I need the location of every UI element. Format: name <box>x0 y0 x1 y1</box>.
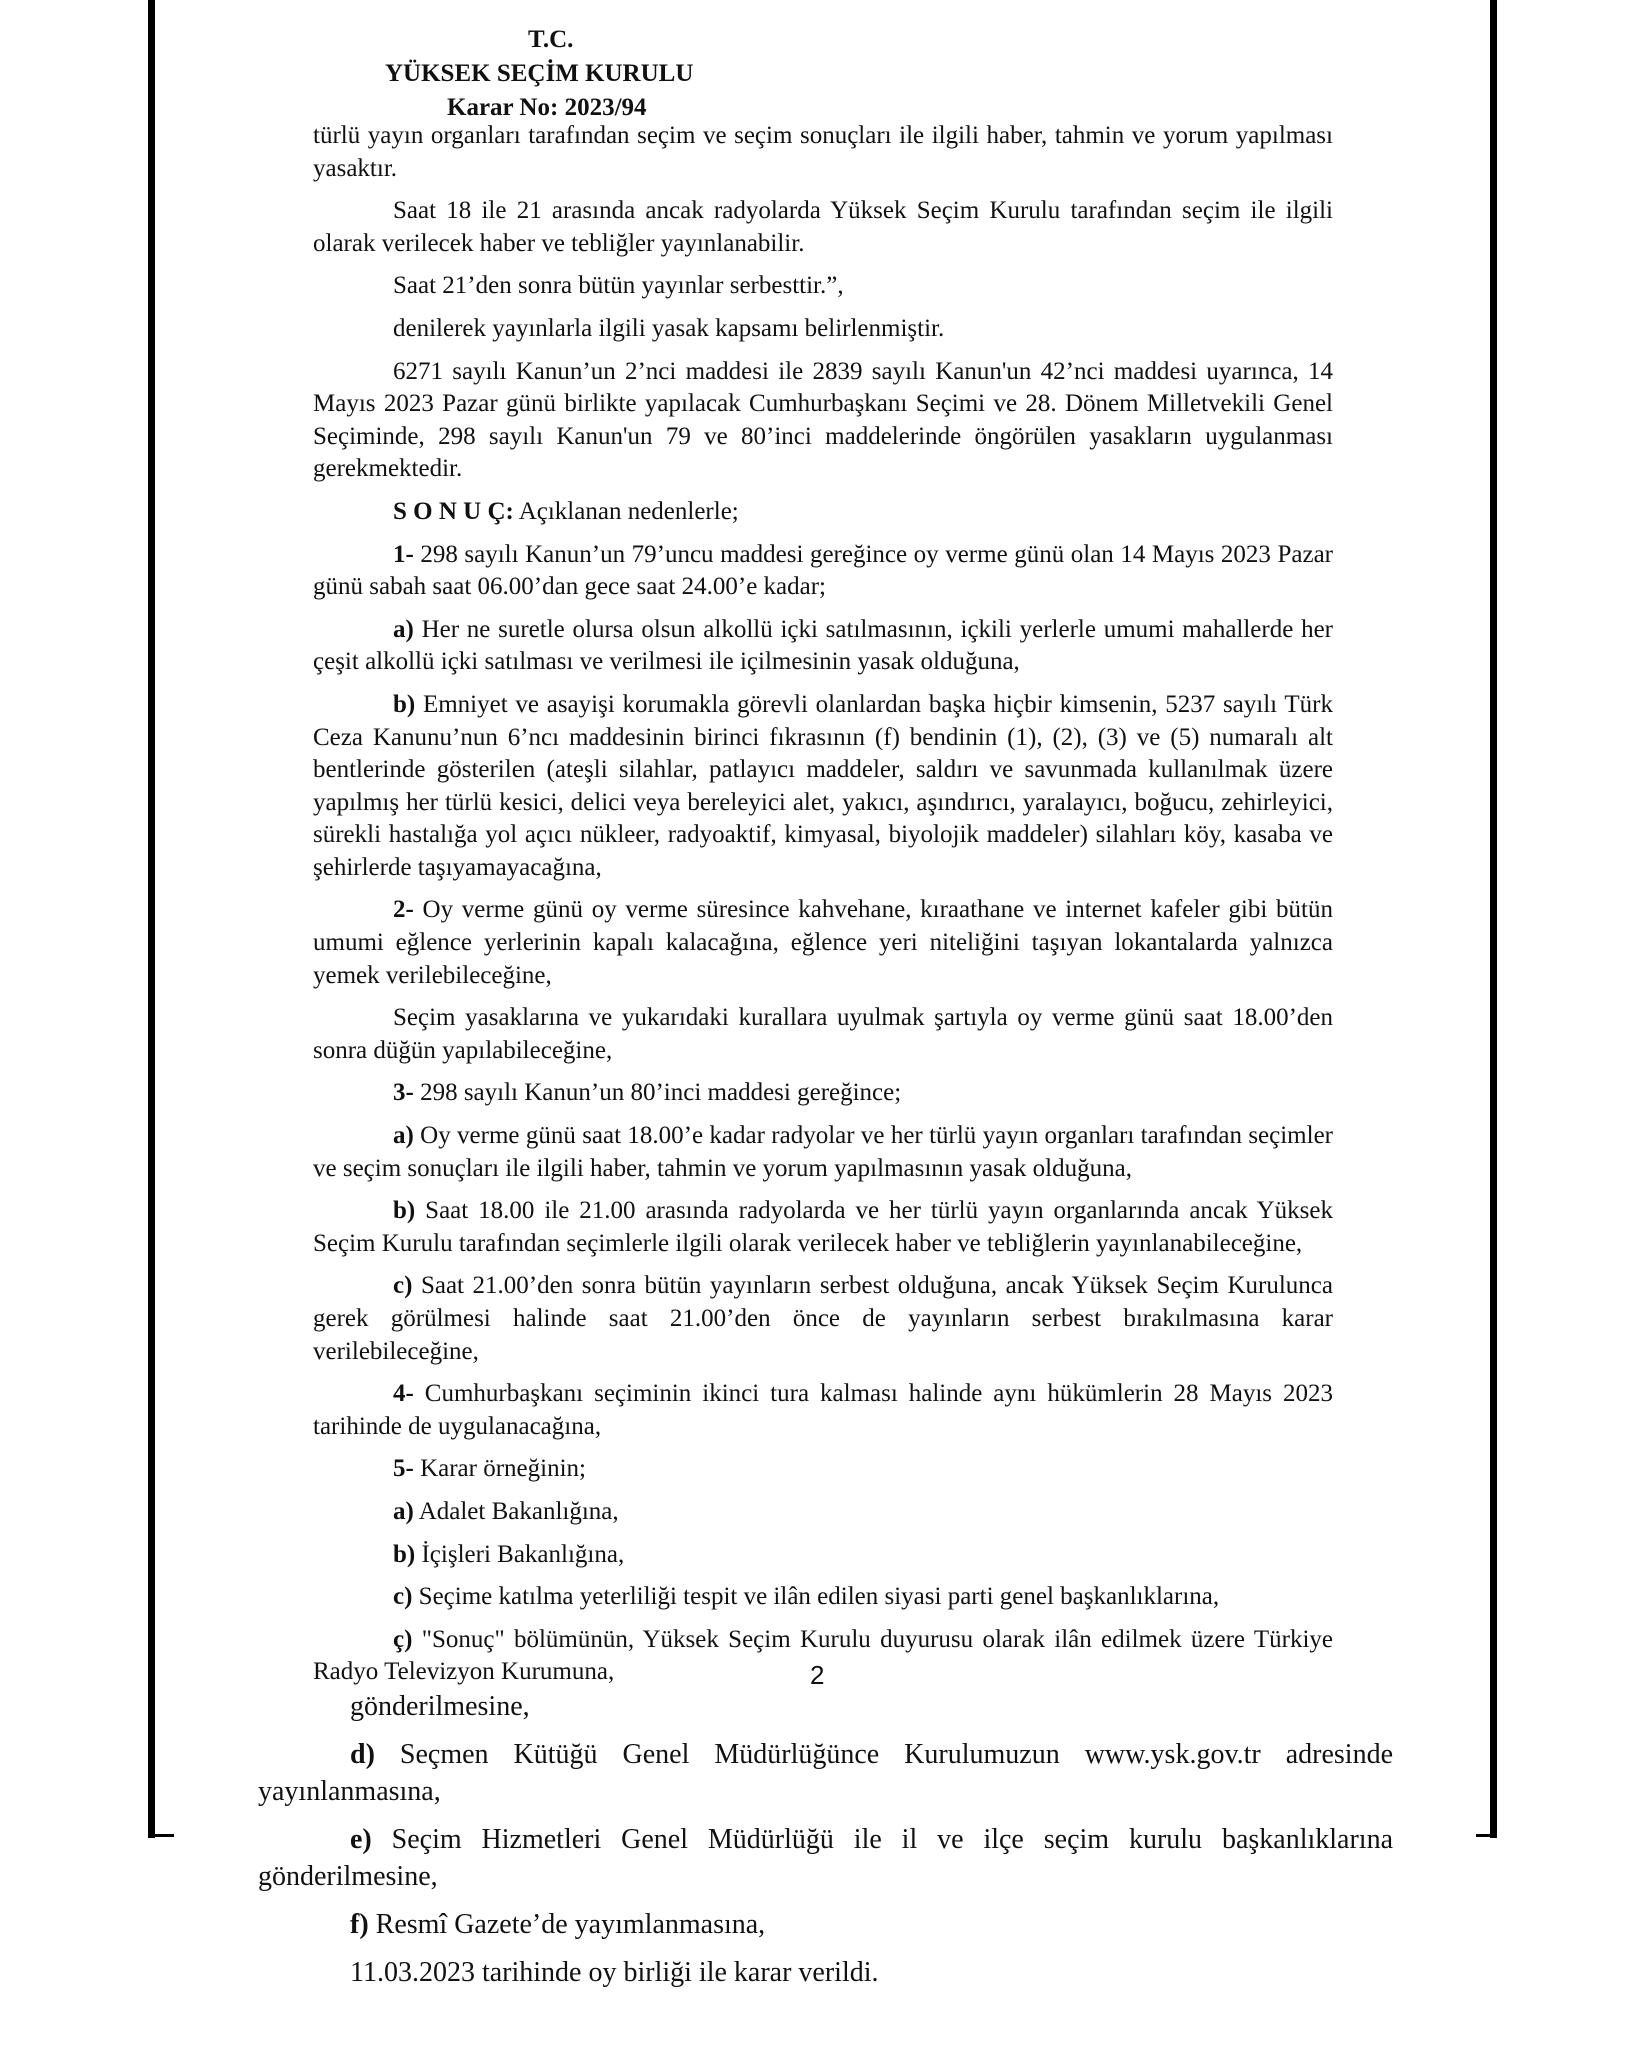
item-3: 3- 298 sayılı Kanun’un 80’inci maddesi gereğince; <box>393 1079 902 1107</box>
item-1: 1- 298 sayılı Kanun’un 79’uncu maddesi gereğince oy verme günü olan 14 Mayıs 2023 Pazar günü sabah saat 06.00’dan gece saat 24.00’e kadar; <box>313 540 1333 601</box>
paragraph: 6271 sayılı Kanun’un 2’nci maddesi ile 2839 sayılı Kanun'un 42’nci maddesi uyarınca, 14 Mayıs 2023 Pazar günü birlikte yapılacak Cumhurbaşkanı Seçimi ve 28. Dönem Milletvekili Genel Seçiminde, 298 sayılı Kanun'un 79 ve 80’inci maddelerinde öngörülen yasakların uygulanması gerekmektedir. <box>313 357 1333 483</box>
item-3a: a) Oy verme günü saat 18.00’e kadar radyolar ve her türlü yayın organları tarafından seçimler ve seçim sonuçları ile ilgili haber, tahmin ve yorum yapılmasının yasak olduğuna, <box>313 1122 1333 1182</box>
paragraph: gönderilmesine, <box>350 1691 530 1722</box>
left-border-tick <box>148 1834 174 1837</box>
item-5: 5- Karar örneğinin; <box>393 1455 586 1483</box>
item-1b: b) Emniyet ve asayişi korumakla görevli olanlardan başka hiçbir kimsenin, 5237 sayılı Türk Ceza Kanunu’nun 6’ncı maddesinin birinci fıkrasının (f) bendinin (1), (2), (3) ve (5) numaralı alt bentlerinde gösterilen (ateşli silahlar, patlayıcı maddeler, saldırı ve savunmada kullanılmak üzere yapılmış her türlü kesici, delici veya bereleyici alet, yakıcı, aşındırıcı, yaralayıcı, boğucu, zehirleyici, sürekli hastalığa yol açıcı nükleer, radyoaktif, kimyasal, biyolojik maddeler) silahları köy, kasaba ve şehirlerde taşıyamayacağına, <box>313 690 1333 881</box>
item-5cc: ç) "Sonuç" bölümünün, Yüksek Seçim Kurulu duyurusu olarak ilân edilmek üzere Türkiye Radyo Televizyon Kurumuna, <box>313 1625 1333 1686</box>
page-number: 2 <box>810 1660 825 1690</box>
item-1a: a) Her ne suretle olursa olsun alkollü içki satılmasının, içkili yerlerle umumi mahallerde her çeşit alkollü içki satılması ve verilmesi ile içilmesinin yasak olduğuna, <box>313 615 1333 676</box>
item-2-continuation: Seçim yasaklarına ve yukarıdaki kurallara uyulmak şartıyla oy verme günü saat 18.00’den sonra düğün yapılabileceğine, <box>313 1004 1333 1064</box>
sonuc-paragraph: S O N U Ç: Açıklanan nedenlerle; <box>393 497 739 525</box>
left-border-line <box>148 0 155 1838</box>
right-border-line <box>1490 0 1497 1838</box>
right-border-tick <box>1476 1834 1497 1837</box>
item-5b: b) İçişleri Bakanlığına, <box>393 1540 625 1568</box>
item-5c: c) Seçime katılma yeterliliği tespit ve ilân edilen siyasi parti genel başkanlıklarına, <box>393 1583 1220 1611</box>
item-4: 4- Cumhurbaşkanı seçiminin ikinci tura kalması halinde aynı hükümlerin 28 Mayıs 2023 tarihinde de uygulanacağına, <box>313 1380 1333 1440</box>
paragraph: Saat 21’den sonra bütün yayınlar serbesttir.”, <box>393 272 844 300</box>
header-tc: T.C. <box>528 26 574 53</box>
sonuc-label: S O N U Ç: <box>393 497 514 525</box>
item-5f: f) Resmî Gazete’de yayımlanmasına, <box>350 1909 766 1940</box>
item-5a: a) Adalet Bakanlığına, <box>393 1497 619 1525</box>
item-3c: c) Saat 21.00’den sonra bütün yayınların serbest olduğuna, ancak Yüksek Seçim Kurulunca gerek görülmesi halinde saat 21.00’den önce de yayınların serbest bırakılmasına karar verilebileceğine, <box>313 1272 1333 1365</box>
closing-statement: 11.03.2023 tarihinde oy birliği ile karar verildi. <box>350 1957 879 1988</box>
item-5d: d) Seçmen Kütüğü Genel Müdürlüğünce Kurulumuzun www.ysk.gov.tr adresinde yayınlanmasına, <box>258 1739 1393 1807</box>
item-2: 2- Oy verme günü oy verme süresince kahvehane, kıraathane ve internet kafeler gibi bütün umumi eğlence yerlerinin kapalı kalacağına, eğlence yeri niteliğini taşıyan lokantalarda yalnızca yemek verilebileceğine, <box>313 896 1333 989</box>
paragraph: türlü yayın organları tarafından seçim ve seçim sonuçları ile ilgili haber, tahmin ve yorum yapılması yasaktır. <box>313 122 1333 182</box>
paragraph: Saat 18 ile 21 arasında ancak radyolarda Yüksek Seçim Kurulu tarafından seçim ile ilgili olarak verilecek haber ve tebliğler yayınlanabilir. <box>313 197 1333 257</box>
item-5e: e) Seçim Hizmetleri Genel Müdürlüğü ile il ve ilçe seçim kurulu başkanlıklarına gönderilmesine, <box>258 1824 1393 1892</box>
page-one-body <box>313 120 1333 1689</box>
header-decision-no: Karar No: 2023/94 <box>447 94 647 121</box>
item-3b: b) Saat 18.00 ile 21.00 arasında radyolarda ve her türlü yayın organlarında ancak Yüksek Seçim Kurulu tarafından seçimlerle ilgili olarak verilecek haber ve tebliğlerin yayınlanabileceğine, <box>313 1197 1333 1257</box>
page-two-body <box>258 1688 1393 2002</box>
paragraph: denilerek yayınlarla ilgili yasak kapsamı belirlenmiştir. <box>393 314 945 342</box>
header-org: YÜKSEK SEÇİM KURULU <box>385 60 694 87</box>
